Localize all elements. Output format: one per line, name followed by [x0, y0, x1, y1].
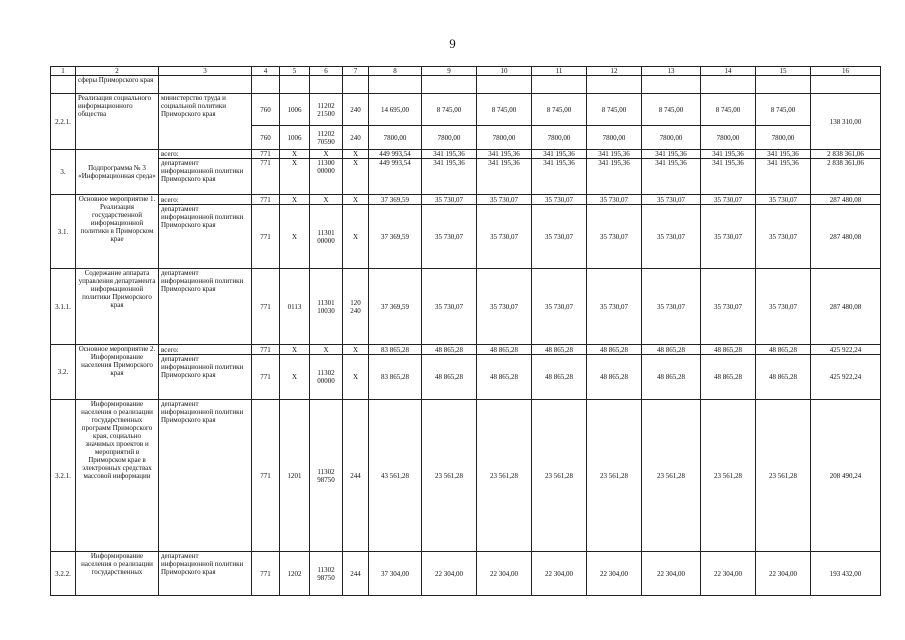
cell-csr: X — [310, 345, 343, 355]
cell-value: 8 745,00 — [532, 94, 587, 126]
cell-rzpr: X — [280, 345, 310, 355]
cell-csr: 11302 98750 — [310, 400, 343, 552]
cell-value: 7800,00 — [756, 126, 811, 150]
cell-grbs: 760 — [252, 126, 280, 150]
cell-value: 35 730,07 — [477, 269, 532, 345]
cell-vr: 240 — [343, 126, 369, 150]
cell-value: 23 561,28 — [587, 400, 642, 552]
cell-value: 35 730,07 — [587, 195, 642, 205]
cell-value: 22 304,00 — [587, 552, 642, 596]
cell-value: 48 865,28 — [756, 355, 811, 400]
cell-value: 341 195,36 — [477, 159, 532, 195]
cell-value: 35 730,07 — [701, 205, 756, 269]
cell-total: 208 490,24 — [811, 400, 881, 552]
col-header: 11 — [532, 67, 587, 76]
row-number: 3.2.1. — [51, 400, 76, 552]
cell-value: 341 195,36 — [532, 159, 587, 195]
col-header: 12 — [587, 67, 642, 76]
table-row — [51, 355, 881, 400]
table-row — [51, 345, 881, 355]
executor: департамент информационной политики Приморского края — [159, 269, 252, 345]
cell-vr: X — [343, 355, 369, 400]
cell-value: 48 865,28 — [532, 345, 587, 355]
cell-value: 35 730,07 — [701, 269, 756, 345]
row-number: 3.1. — [51, 195, 76, 269]
cell-value: 341 195,36 — [587, 150, 642, 159]
cell-value: 341 195,36 — [701, 150, 756, 159]
cell-rzpr: 1006 — [280, 94, 310, 126]
executor: всего: — [159, 150, 252, 159]
cell-csr: 11301 00000 — [310, 205, 343, 269]
cell-value: 48 865,28 — [532, 355, 587, 400]
cell-value: 35 730,07 — [642, 205, 701, 269]
cell-grbs: 771 — [252, 552, 280, 596]
cell-value: 7800,00 — [587, 126, 642, 150]
cell-value: 341 195,36 — [422, 159, 477, 195]
col-header: 6 — [310, 67, 343, 76]
cell-total: 138 310,00 — [811, 94, 881, 150]
col-header: 14 — [701, 67, 756, 76]
cell-rzpr: X — [280, 355, 310, 400]
cell-value: 37 304,00 — [369, 552, 422, 596]
cell-value: 23 561,28 — [756, 400, 811, 552]
cell-total: 2 838 361,06 — [811, 159, 881, 195]
cell-value: 43 561,28 — [369, 400, 422, 552]
cell-csr: X — [310, 150, 343, 159]
cell-value: 35 730,07 — [756, 269, 811, 345]
cell-value: 48 865,28 — [756, 345, 811, 355]
page-number: 9 — [449, 36, 456, 51]
executor: департамент информационной политики Приморского края — [159, 205, 252, 269]
cell-vr: X — [343, 345, 369, 355]
cell-value: 35 730,07 — [532, 195, 587, 205]
cell-total: 287 480,08 — [811, 205, 881, 269]
cell-csr: X — [310, 195, 343, 205]
cell-value: 7800,00 — [369, 126, 422, 150]
cell-grbs: 771 — [252, 195, 280, 205]
cell-grbs: 771 — [252, 400, 280, 552]
cell-value: 341 195,36 — [756, 159, 811, 195]
cell-value: 8 745,00 — [587, 94, 642, 126]
cell-value: 83 865,28 — [369, 345, 422, 355]
cell-value: 48 865,28 — [642, 355, 701, 400]
cell-value: 35 730,07 — [422, 205, 477, 269]
row-number: 3.2. — [51, 345, 76, 400]
col-header: 3 — [159, 67, 252, 76]
cell-rzpr: 0113 — [280, 269, 310, 345]
row-name: сферы Приморского края — [76, 76, 159, 94]
cell-vr: 240 — [343, 94, 369, 126]
cell-value: 35 730,07 — [587, 269, 642, 345]
cell-grbs: 771 — [252, 150, 280, 159]
cell-csr: 11202 21500 — [310, 94, 343, 126]
cell-value: 23 561,28 — [422, 400, 477, 552]
cell-value: 48 865,28 — [477, 355, 532, 400]
table-row — [51, 94, 881, 126]
cell-value: 22 304,00 — [701, 552, 756, 596]
cell-value: 37 369,59 — [369, 269, 422, 345]
executor: департамент информационной политики Приморского края — [159, 552, 252, 596]
cell-value: 48 865,28 — [701, 355, 756, 400]
cell-value: 22 304,00 — [532, 552, 587, 596]
cell-value: 23 561,28 — [532, 400, 587, 552]
cell-value: 35 730,07 — [422, 195, 477, 205]
cell-value: 22 304,00 — [756, 552, 811, 596]
cell-value: 48 865,28 — [422, 345, 477, 355]
executor: всего: — [159, 345, 252, 355]
cell-value: 22 304,00 — [477, 552, 532, 596]
cell-total: 2 838 361,06 — [811, 150, 881, 159]
cell-vr: 244 — [343, 400, 369, 552]
cell-csr: 11302 98750 — [310, 552, 343, 596]
row-name: Основное мероприятие 1. Реализация государственной информационной политики в Приморском крае — [76, 195, 159, 269]
cell-value: 7800,00 — [701, 126, 756, 150]
cell-value: 22 304,00 — [642, 552, 701, 596]
cell-value: 8 745,00 — [642, 94, 701, 126]
cell-value: 35 730,07 — [642, 269, 701, 345]
cell-rzpr: X — [280, 150, 310, 159]
table-row — [51, 205, 881, 269]
row-number: 3.2.2. — [51, 552, 76, 596]
cell-total: 193 432,00 — [811, 552, 881, 596]
cell-vr: X — [343, 159, 369, 195]
cell-value: 48 865,28 — [587, 345, 642, 355]
cell-rzpr: 1202 — [280, 552, 310, 596]
cell-value: 8 745,00 — [422, 94, 477, 126]
cell-value: 7800,00 — [642, 126, 701, 150]
cell-value: 35 730,07 — [587, 205, 642, 269]
cell-rzpr: 1006 — [280, 126, 310, 150]
cell-value: 48 865,28 — [422, 355, 477, 400]
cell-value: 14 695,00 — [369, 94, 422, 126]
cell-value: 341 195,36 — [701, 159, 756, 195]
row-name: Содержание аппарата управления департамента информационной политики Приморского края — [76, 269, 159, 345]
table-row — [51, 195, 881, 205]
cell-vr: X — [343, 150, 369, 159]
executor: департамент информационной политики Приморского края — [159, 355, 252, 400]
cell-grbs: 771 — [252, 205, 280, 269]
cell-grbs: 760 — [252, 94, 280, 126]
cell-total: 425 922,24 — [811, 355, 881, 400]
cell-value: 35 730,07 — [642, 195, 701, 205]
cell-value: 35 730,07 — [477, 195, 532, 205]
table-row — [51, 269, 881, 345]
cell-grbs: 771 — [252, 345, 280, 355]
col-header: 10 — [477, 67, 532, 76]
col-header: 8 — [369, 67, 422, 76]
cell-vr: 244 — [343, 552, 369, 596]
cell-value: 341 195,36 — [587, 159, 642, 195]
cell-value: 48 865,28 — [701, 345, 756, 355]
cell-value: 37 369,59 — [369, 205, 422, 269]
cell-value: 35 730,07 — [477, 205, 532, 269]
row-number: 3. — [51, 150, 76, 195]
budget-table — [50, 66, 881, 596]
cell-rzpr: X — [280, 195, 310, 205]
cell-value: 449 993,54 — [369, 159, 422, 195]
row-name: Реализация социального информационного общества — [76, 94, 159, 150]
cell-value: 35 730,07 — [422, 269, 477, 345]
header-row — [51, 67, 881, 76]
cell-rzpr: X — [280, 205, 310, 269]
table-row — [51, 159, 881, 195]
row-name: Подпрограмма № 3 «Информационная среда» — [76, 150, 159, 195]
col-header: 7 — [343, 67, 369, 76]
cell-value: 48 865,28 — [477, 345, 532, 355]
col-header: 5 — [280, 67, 310, 76]
cell-value: 7800,00 — [422, 126, 477, 150]
row-name: Информирование населения о реализации государственных программ Приморского края, социально значимых проектов и мероприятий в Приморском крае в электронных средствах массовой информации — [76, 400, 159, 552]
cell-value: 37 369,59 — [369, 195, 422, 205]
cell-vr: X — [343, 195, 369, 205]
cell-value: 48 865,28 — [642, 345, 701, 355]
executor: всего: — [159, 195, 252, 205]
cell-csr: 11302 00000 — [310, 355, 343, 400]
cell-value: 8 745,00 — [756, 94, 811, 126]
table-row — [51, 552, 881, 596]
row-number: 2.2.1. — [51, 94, 76, 150]
cell-value: 35 730,07 — [532, 205, 587, 269]
cell-grbs: 771 — [252, 355, 280, 400]
table-row — [51, 400, 881, 552]
executor: министерство труда и социальной политики Приморского края — [159, 94, 252, 150]
cell-value: 341 195,36 — [477, 150, 532, 159]
cell-value: 22 304,00 — [422, 552, 477, 596]
cell-value: 23 561,28 — [642, 400, 701, 552]
cell-value: 35 730,07 — [756, 205, 811, 269]
cell-total: 425 922,24 — [811, 345, 881, 355]
row-name: Основное мероприятие 2. Информирование населения Приморского края — [76, 345, 159, 400]
cell-value: 341 195,36 — [422, 150, 477, 159]
cell-value: 48 865,28 — [587, 355, 642, 400]
cell-value: 83 865,28 — [369, 355, 422, 400]
row-number: 3.1.1. — [51, 269, 76, 345]
cell-value: 341 195,36 — [756, 150, 811, 159]
table-row — [51, 76, 881, 94]
cell-value: 7800,00 — [477, 126, 532, 150]
col-header: 1 — [51, 67, 76, 76]
cell-value: 8 745,00 — [701, 94, 756, 126]
cell-rzpr: X — [280, 159, 310, 195]
cell-total: 287 480,08 — [811, 269, 881, 345]
cell-vr: 120 240 — [343, 269, 369, 345]
cell-grbs: 771 — [252, 159, 280, 195]
cell-value: 8 745,00 — [477, 94, 532, 126]
cell-value: 341 195,36 — [532, 150, 587, 159]
cell-value: 23 561,28 — [477, 400, 532, 552]
executor: департамент информационной политики Приморского края — [159, 159, 252, 195]
cell-total: 287 480,08 — [811, 195, 881, 205]
col-header: 2 — [76, 67, 159, 76]
cell-value: 7800,00 — [532, 126, 587, 150]
cell-value: 449 993,54 — [369, 150, 422, 159]
executor: департамент информационной политики Приморского края — [159, 400, 252, 552]
cell-value: 35 730,07 — [701, 195, 756, 205]
col-header: 9 — [422, 67, 477, 76]
cell-rzpr: 1201 — [280, 400, 310, 552]
cell-vr: X — [343, 205, 369, 269]
row-name: Информирование населения о реализации государственных — [76, 552, 159, 596]
cell-value: 341 195,36 — [642, 159, 701, 195]
cell-grbs: 771 — [252, 269, 280, 345]
col-header: 13 — [642, 67, 701, 76]
cell-csr: 11301 10030 — [310, 269, 343, 345]
cell-value: 35 730,07 — [756, 195, 811, 205]
col-header: 16 — [811, 67, 881, 76]
col-header: 4 — [252, 67, 280, 76]
cell-value: 341 195,36 — [642, 150, 701, 159]
cell-csr: 11300 00000 — [310, 159, 343, 195]
cell-csr: 11202 70590 — [310, 126, 343, 150]
table-row — [51, 150, 881, 159]
cell-value: 35 730,07 — [532, 269, 587, 345]
col-header: 15 — [756, 67, 811, 76]
cell-value: 23 561,28 — [701, 400, 756, 552]
